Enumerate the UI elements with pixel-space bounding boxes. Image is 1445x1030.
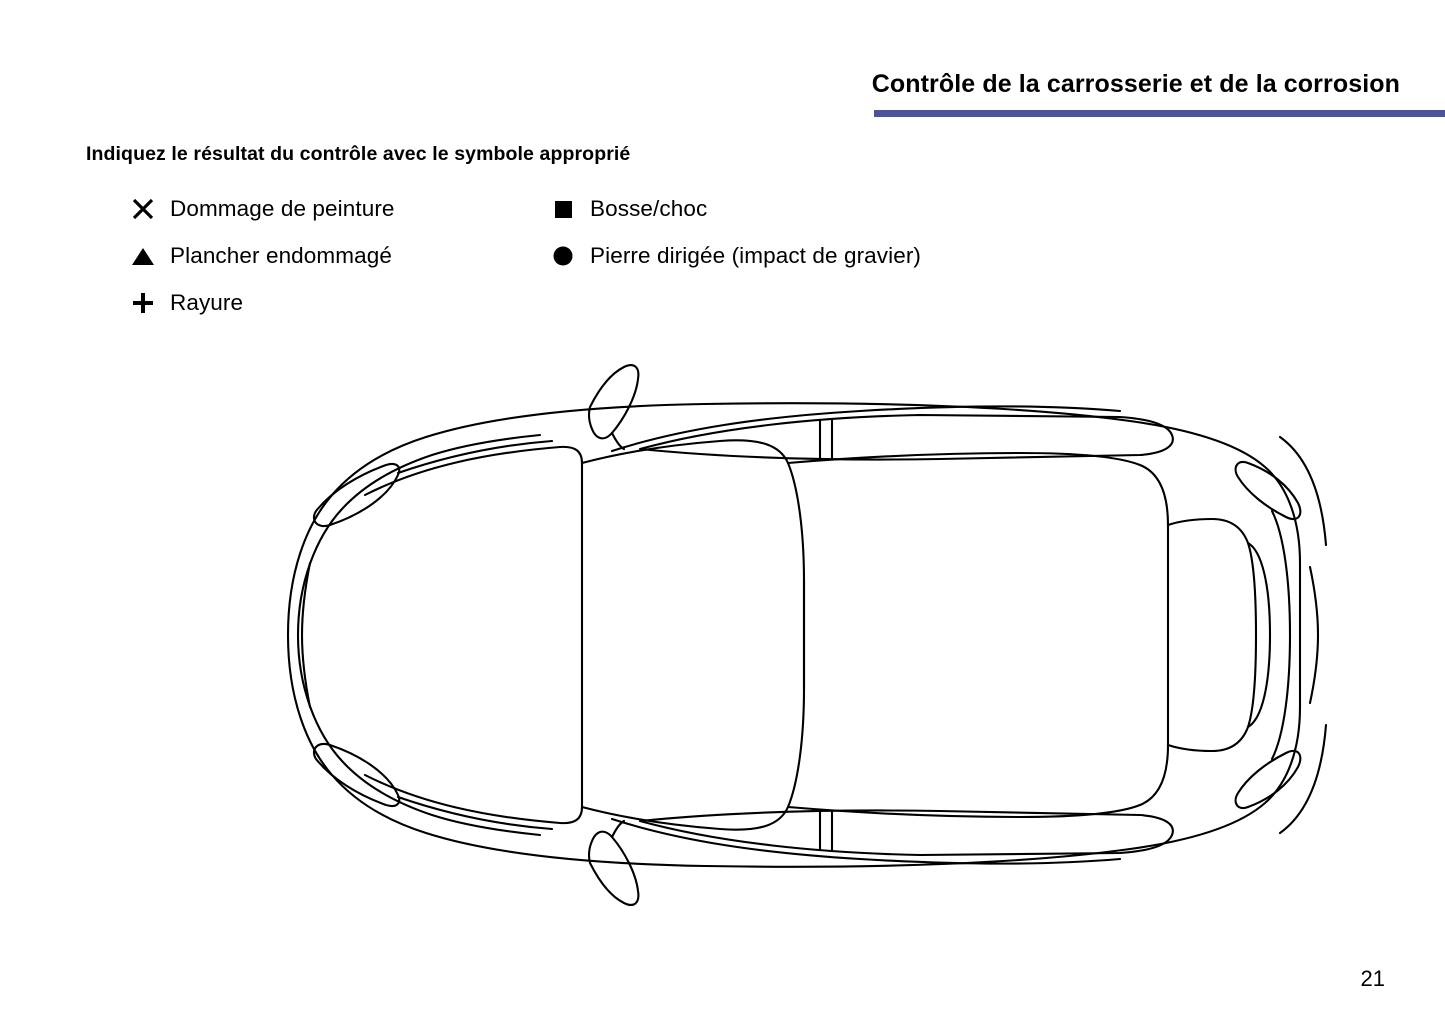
legend-label-paint-damage: Dommage de peinture xyxy=(170,195,395,221)
page-header xyxy=(0,70,1445,120)
circle-icon xyxy=(550,243,590,269)
legend-label-floor-damage: Plancher endommagé xyxy=(170,242,392,268)
legend-item-paint-damage xyxy=(130,185,550,232)
legend-column-right xyxy=(550,185,1130,279)
legend-label-dent: Bosse/choc xyxy=(590,195,708,221)
legend-item-floor-damage xyxy=(130,232,550,279)
legend-item-dent xyxy=(550,185,1130,232)
x-mark-icon xyxy=(130,196,170,222)
legend-item-scratch xyxy=(130,279,550,326)
triangle-icon xyxy=(130,243,170,269)
plus-icon xyxy=(130,290,170,316)
car-top-view-diagram xyxy=(120,345,1340,925)
legend-item-stone-chip xyxy=(550,232,1130,279)
page-number: 21 xyxy=(1360,966,1385,991)
page-title: Contrôle de la carrosserie et de la corrosion xyxy=(871,70,1400,98)
header-accent-rule xyxy=(874,110,1445,117)
legend-heading: Indiquez le résultat du contrôle avec le symbole approprié xyxy=(86,143,631,165)
legend-label-stone-chip: Pierre dirigée (impact de gravier) xyxy=(590,242,922,268)
legend-column-left xyxy=(130,185,550,326)
legend-label-scratch: Rayure xyxy=(170,289,244,315)
square-icon xyxy=(550,196,590,222)
